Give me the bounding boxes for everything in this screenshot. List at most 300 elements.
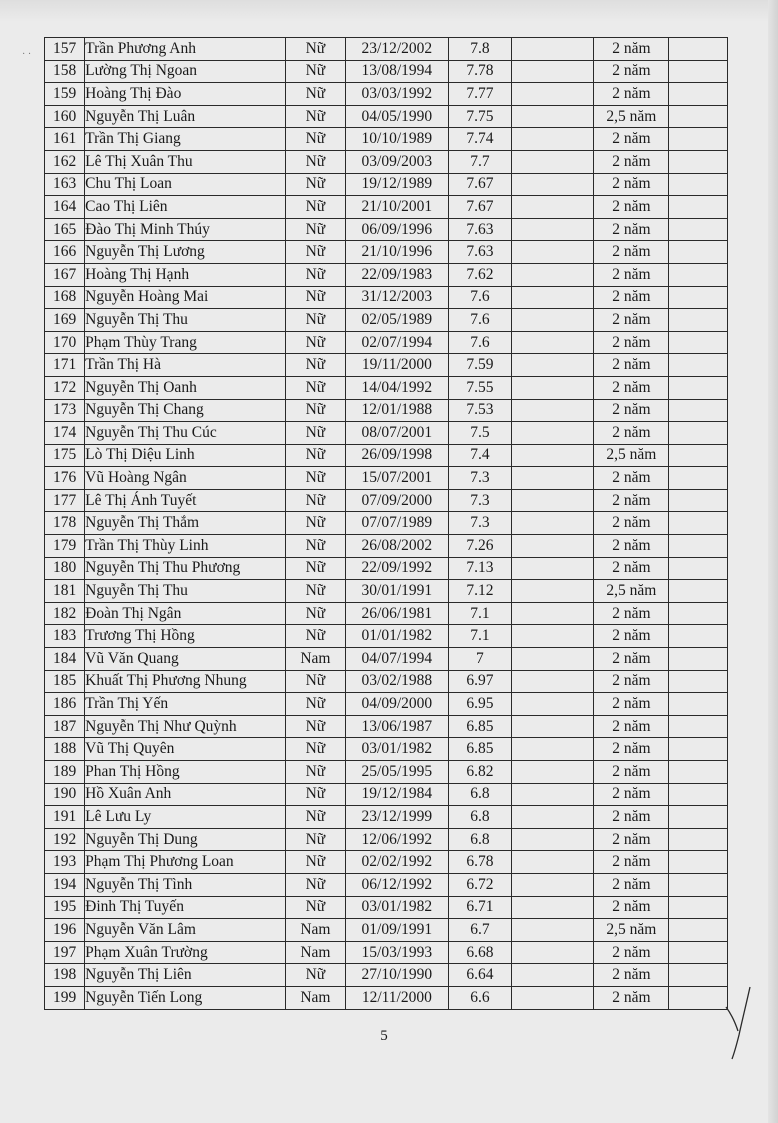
cell-dob: 19/11/2000 <box>345 354 448 377</box>
cell-sex: Nam <box>286 919 346 942</box>
cell-name: Trần Thị Thùy Linh <box>85 535 286 558</box>
table-row <box>45 196 728 219</box>
cell-name: Nguyễn Thị Oanh <box>85 376 286 399</box>
cell-name: Lê Lưu Ly <box>85 806 286 829</box>
table-row <box>45 535 728 558</box>
cell-name: Nguyễn Thị Thu <box>85 580 286 603</box>
cell-blank <box>669 851 728 874</box>
cell-sex: Nữ <box>286 331 346 354</box>
cell-empty <box>511 150 594 173</box>
cell-term: 2 năm <box>594 828 669 851</box>
cell-stt: 176 <box>45 467 85 490</box>
cell-blank <box>669 196 728 219</box>
cell-sex: Nữ <box>286 60 346 83</box>
cell-score: 7.5 <box>448 422 511 445</box>
cell-dob: 13/08/1994 <box>345 60 448 83</box>
cell-dob: 21/10/1996 <box>345 241 448 264</box>
cell-name: Vũ Thị Quyên <box>85 738 286 761</box>
cell-name: Khuất Thị Phương Nhung <box>85 670 286 693</box>
cell-empty <box>511 467 594 490</box>
table-row <box>45 263 728 286</box>
cell-blank <box>669 376 728 399</box>
cell-empty <box>511 715 594 738</box>
cell-score: 7.6 <box>448 286 511 309</box>
cell-score: 7.55 <box>448 376 511 399</box>
cell-sex: Nữ <box>286 761 346 784</box>
cell-dob: 19/12/1984 <box>345 783 448 806</box>
cell-stt: 190 <box>45 783 85 806</box>
cell-stt: 175 <box>45 444 85 467</box>
cell-name: Nguyễn Tiến Long <box>85 986 286 1009</box>
cell-empty <box>511 512 594 535</box>
cell-dob: 23/12/2002 <box>345 38 448 61</box>
cell-stt: 174 <box>45 422 85 445</box>
cell-name: Trần Phương Anh <box>85 38 286 61</box>
cell-term: 2 năm <box>594 602 669 625</box>
cell-sex: Nữ <box>286 444 346 467</box>
table-row <box>45 422 728 445</box>
table-row <box>45 309 728 332</box>
cell-stt: 183 <box>45 625 85 648</box>
cell-blank <box>669 331 728 354</box>
cell-term: 2 năm <box>594 489 669 512</box>
cell-score: 7.1 <box>448 625 511 648</box>
cell-score: 7.74 <box>448 128 511 151</box>
cell-term: 2 năm <box>594 173 669 196</box>
candidate-table-body <box>45 38 728 1010</box>
cell-blank <box>669 309 728 332</box>
cell-name: Lê Thị Xuân Thu <box>85 150 286 173</box>
cell-stt: 163 <box>45 173 85 196</box>
cell-empty <box>511 422 594 445</box>
cell-sex: Nữ <box>286 38 346 61</box>
cell-score: 6.8 <box>448 806 511 829</box>
cell-blank <box>669 602 728 625</box>
cell-empty <box>511 354 594 377</box>
cell-blank <box>669 128 728 151</box>
cell-score: 6.71 <box>448 896 511 919</box>
cell-empty <box>511 625 594 648</box>
cell-dob: 22/09/1992 <box>345 557 448 580</box>
cell-dob: 26/08/2002 <box>345 535 448 558</box>
cell-score: 6.64 <box>448 964 511 987</box>
cell-sex: Nữ <box>286 851 346 874</box>
cell-dob: 02/07/1994 <box>345 331 448 354</box>
cell-term: 2 năm <box>594 896 669 919</box>
cell-dob: 12/06/1992 <box>345 828 448 851</box>
cell-name: Nguyễn Thị Luân <box>85 105 286 128</box>
cell-stt: 195 <box>45 896 85 919</box>
cell-empty <box>511 218 594 241</box>
cell-name: Nguyễn Văn Lâm <box>85 919 286 942</box>
cell-blank <box>669 964 728 987</box>
cell-stt: 199 <box>45 986 85 1009</box>
margin-mark: · · <box>22 49 32 60</box>
cell-stt: 197 <box>45 941 85 964</box>
cell-empty <box>511 896 594 919</box>
cell-name: Phạm Thị Phương Loan <box>85 851 286 874</box>
table-row <box>45 354 728 377</box>
cell-term: 2 năm <box>594 648 669 671</box>
cell-sex: Nữ <box>286 422 346 445</box>
table-row <box>45 150 728 173</box>
cell-dob: 06/09/1996 <box>345 218 448 241</box>
cell-stt: 198 <box>45 964 85 987</box>
table-row <box>45 670 728 693</box>
cell-term: 2 năm <box>594 783 669 806</box>
cell-sex: Nam <box>286 648 346 671</box>
cell-score: 6.78 <box>448 851 511 874</box>
cell-dob: 30/01/1991 <box>345 580 448 603</box>
cell-name: Trương Thị Hồng <box>85 625 286 648</box>
cell-empty <box>511 83 594 106</box>
table-row <box>45 715 728 738</box>
cell-stt: 167 <box>45 263 85 286</box>
cell-stt: 162 <box>45 150 85 173</box>
table-row <box>45 444 728 467</box>
table-row <box>45 693 728 716</box>
cell-empty <box>511 648 594 671</box>
cell-stt: 170 <box>45 331 85 354</box>
cell-name: Phan Thị Hồng <box>85 761 286 784</box>
cell-name: Nguyễn Thị Như Quỳnh <box>85 715 286 738</box>
cell-sex: Nữ <box>286 128 346 151</box>
cell-blank <box>669 557 728 580</box>
table-row <box>45 896 728 919</box>
cell-empty <box>511 444 594 467</box>
cell-name: Trần Thị Hà <box>85 354 286 377</box>
cell-stt: 157 <box>45 38 85 61</box>
cell-dob: 21/10/2001 <box>345 196 448 219</box>
table-row <box>45 38 728 61</box>
cell-sex: Nữ <box>286 105 346 128</box>
cell-empty <box>511 941 594 964</box>
cell-term: 2 năm <box>594 670 669 693</box>
table-row <box>45 806 728 829</box>
cell-blank <box>669 783 728 806</box>
cell-blank <box>669 941 728 964</box>
cell-sex: Nữ <box>286 196 346 219</box>
cell-name: Đào Thị Minh Thúy <box>85 218 286 241</box>
cell-stt: 193 <box>45 851 85 874</box>
cell-sex: Nữ <box>286 738 346 761</box>
cell-blank <box>669 218 728 241</box>
cell-blank <box>669 173 728 196</box>
table-row <box>45 105 728 128</box>
cell-blank <box>669 512 728 535</box>
cell-score: 7.26 <box>448 535 511 558</box>
table-row <box>45 286 728 309</box>
cell-sex: Nữ <box>286 693 346 716</box>
cell-sex: Nữ <box>286 964 346 987</box>
cell-score: 7.1 <box>448 602 511 625</box>
cell-dob: 03/09/2003 <box>345 150 448 173</box>
cell-empty <box>511 806 594 829</box>
cell-name: Nguyễn Thị Dung <box>85 828 286 851</box>
cell-blank <box>669 648 728 671</box>
cell-dob: 07/07/1989 <box>345 512 448 535</box>
cell-dob: 13/06/1987 <box>345 715 448 738</box>
cell-sex: Nữ <box>286 602 346 625</box>
cell-term: 2 năm <box>594 557 669 580</box>
cell-empty <box>511 60 594 83</box>
cell-dob: 27/10/1990 <box>345 964 448 987</box>
cell-blank <box>669 896 728 919</box>
cell-blank <box>669 399 728 422</box>
cell-score: 7.67 <box>448 173 511 196</box>
cell-name: Trần Thị Giang <box>85 128 286 151</box>
cell-sex: Nữ <box>286 467 346 490</box>
cell-sex: Nữ <box>286 580 346 603</box>
cell-sex: Nữ <box>286 783 346 806</box>
cell-dob: 04/09/2000 <box>345 693 448 716</box>
cell-sex: Nữ <box>286 828 346 851</box>
cell-score: 7.77 <box>448 83 511 106</box>
cell-term: 2 năm <box>594 873 669 896</box>
cell-empty <box>511 828 594 851</box>
cell-name: Lê Thị Ánh Tuyết <box>85 489 286 512</box>
cell-stt: 169 <box>45 309 85 332</box>
cell-empty <box>511 986 594 1009</box>
cell-blank <box>669 444 728 467</box>
cell-score: 6.8 <box>448 783 511 806</box>
table-row <box>45 648 728 671</box>
table-row <box>45 986 728 1009</box>
cell-score: 7.63 <box>448 241 511 264</box>
signature-mark <box>722 985 758 1065</box>
cell-blank <box>669 806 728 829</box>
cell-term: 2 năm <box>594 128 669 151</box>
cell-score: 7.75 <box>448 105 511 128</box>
cell-empty <box>511 196 594 219</box>
cell-empty <box>511 693 594 716</box>
cell-term: 2 năm <box>594 422 669 445</box>
cell-blank <box>669 150 728 173</box>
cell-term: 2 năm <box>594 331 669 354</box>
cell-dob: 10/10/1989 <box>345 128 448 151</box>
cell-name: Lường Thị Ngoan <box>85 60 286 83</box>
cell-score: 7.7 <box>448 150 511 173</box>
cell-blank <box>669 83 728 106</box>
cell-term: 2 năm <box>594 218 669 241</box>
scan-shadow-right <box>768 0 778 1123</box>
cell-dob: 12/01/1988 <box>345 399 448 422</box>
cell-empty <box>511 241 594 264</box>
cell-name: Nguyễn Thị Liên <box>85 964 286 987</box>
cell-dob: 01/01/1982 <box>345 625 448 648</box>
cell-term: 2 năm <box>594 196 669 219</box>
cell-stt: 194 <box>45 873 85 896</box>
cell-sex: Nữ <box>286 873 346 896</box>
cell-empty <box>511 919 594 942</box>
cell-blank <box>669 60 728 83</box>
cell-score: 7.6 <box>448 331 511 354</box>
cell-name: Nguyễn Hoàng Mai <box>85 286 286 309</box>
cell-sex: Nữ <box>286 263 346 286</box>
cell-empty <box>511 602 594 625</box>
cell-term: 2 năm <box>594 738 669 761</box>
cell-blank <box>669 535 728 558</box>
table-row <box>45 489 728 512</box>
cell-stt: 186 <box>45 693 85 716</box>
cell-score: 6.85 <box>448 715 511 738</box>
cell-stt: 179 <box>45 535 85 558</box>
cell-dob: 26/06/1981 <box>345 602 448 625</box>
cell-stt: 161 <box>45 128 85 151</box>
cell-stt: 164 <box>45 196 85 219</box>
cell-empty <box>511 851 594 874</box>
cell-empty <box>511 128 594 151</box>
cell-blank <box>669 467 728 490</box>
table-row <box>45 783 728 806</box>
cell-blank <box>669 670 728 693</box>
cell-sex: Nữ <box>286 557 346 580</box>
table-row <box>45 761 728 784</box>
table-row <box>45 828 728 851</box>
cell-stt: 172 <box>45 376 85 399</box>
table-row <box>45 964 728 987</box>
cell-empty <box>511 399 594 422</box>
cell-empty <box>511 38 594 61</box>
cell-term: 2 năm <box>594 83 669 106</box>
cell-dob: 03/01/1982 <box>345 896 448 919</box>
table-row <box>45 580 728 603</box>
cell-blank <box>669 986 728 1009</box>
cell-stt: 181 <box>45 580 85 603</box>
cell-empty <box>511 376 594 399</box>
table-row <box>45 602 728 625</box>
cell-score: 6.82 <box>448 761 511 784</box>
cell-score: 7.3 <box>448 512 511 535</box>
cell-blank <box>669 693 728 716</box>
cell-sex: Nam <box>286 941 346 964</box>
cell-stt: 171 <box>45 354 85 377</box>
cell-blank <box>669 263 728 286</box>
cell-dob: 08/07/2001 <box>345 422 448 445</box>
table-row <box>45 873 728 896</box>
cell-blank <box>669 919 728 942</box>
cell-score: 7.13 <box>448 557 511 580</box>
cell-blank <box>669 38 728 61</box>
cell-score: 7.53 <box>448 399 511 422</box>
cell-term: 2 năm <box>594 512 669 535</box>
cell-empty <box>511 489 594 512</box>
cell-name: Đoàn Thị Ngân <box>85 602 286 625</box>
cell-score: 6.68 <box>448 941 511 964</box>
cell-sex: Nữ <box>286 83 346 106</box>
cell-dob: 04/07/1994 <box>345 648 448 671</box>
cell-empty <box>511 580 594 603</box>
cell-term: 2,5 năm <box>594 919 669 942</box>
cell-term: 2 năm <box>594 354 669 377</box>
cell-stt: 189 <box>45 761 85 784</box>
candidate-table <box>44 37 728 1010</box>
cell-score: 6.6 <box>448 986 511 1009</box>
cell-empty <box>511 873 594 896</box>
table-row <box>45 512 728 535</box>
cell-dob: 26/09/1998 <box>345 444 448 467</box>
cell-blank <box>669 715 728 738</box>
cell-score: 7.4 <box>448 444 511 467</box>
cell-stt: 192 <box>45 828 85 851</box>
cell-score: 6.7 <box>448 919 511 942</box>
cell-blank <box>669 489 728 512</box>
table-row <box>45 941 728 964</box>
cell-score: 7.67 <box>448 196 511 219</box>
cell-stt: 165 <box>45 218 85 241</box>
cell-blank <box>669 738 728 761</box>
cell-sex: Nữ <box>286 218 346 241</box>
cell-score: 7.6 <box>448 309 511 332</box>
cell-dob: 25/05/1995 <box>345 761 448 784</box>
cell-dob: 02/05/1989 <box>345 309 448 332</box>
cell-stt: 187 <box>45 715 85 738</box>
cell-term: 2 năm <box>594 60 669 83</box>
cell-dob: 07/09/2000 <box>345 489 448 512</box>
cell-score: 6.97 <box>448 670 511 693</box>
cell-blank <box>669 873 728 896</box>
cell-empty <box>511 964 594 987</box>
cell-empty <box>511 105 594 128</box>
table-row <box>45 557 728 580</box>
table-row <box>45 241 728 264</box>
cell-blank <box>669 828 728 851</box>
cell-term: 2 năm <box>594 851 669 874</box>
cell-name: Hồ Xuân Anh <box>85 783 286 806</box>
cell-score: 6.95 <box>448 693 511 716</box>
cell-name: Trần Thị Yến <box>85 693 286 716</box>
cell-term: 2 năm <box>594 376 669 399</box>
cell-score: 7.63 <box>448 218 511 241</box>
table-row <box>45 851 728 874</box>
table-row <box>45 60 728 83</box>
cell-name: Vũ Hoàng Ngân <box>85 467 286 490</box>
cell-dob: 22/09/1983 <box>345 263 448 286</box>
cell-dob: 15/07/2001 <box>345 467 448 490</box>
cell-stt: 159 <box>45 83 85 106</box>
cell-blank <box>669 422 728 445</box>
cell-dob: 23/12/1999 <box>345 806 448 829</box>
cell-stt: 158 <box>45 60 85 83</box>
cell-score: 7.8 <box>448 38 511 61</box>
cell-sex: Nam <box>286 986 346 1009</box>
cell-empty <box>511 309 594 332</box>
cell-stt: 180 <box>45 557 85 580</box>
cell-score: 7.59 <box>448 354 511 377</box>
cell-sex: Nữ <box>286 286 346 309</box>
cell-stt: 177 <box>45 489 85 512</box>
cell-empty <box>511 783 594 806</box>
cell-name: Chu Thị Loan <box>85 173 286 196</box>
cell-name: Nguyễn Thị Thu Cúc <box>85 422 286 445</box>
cell-stt: 166 <box>45 241 85 264</box>
cell-empty <box>511 535 594 558</box>
cell-name: Phạm Xuân Trường <box>85 941 286 964</box>
cell-score: 7 <box>448 648 511 671</box>
table-row <box>45 83 728 106</box>
table-row <box>45 218 728 241</box>
cell-name: Hoàng Thị Hạnh <box>85 263 286 286</box>
cell-sex: Nữ <box>286 376 346 399</box>
cell-stt: 196 <box>45 919 85 942</box>
cell-score: 7.3 <box>448 467 511 490</box>
cell-term: 2 năm <box>594 715 669 738</box>
cell-term: 2 năm <box>594 761 669 784</box>
cell-stt: 185 <box>45 670 85 693</box>
cell-sex: Nữ <box>286 670 346 693</box>
cell-score: 6.85 <box>448 738 511 761</box>
table-row <box>45 173 728 196</box>
